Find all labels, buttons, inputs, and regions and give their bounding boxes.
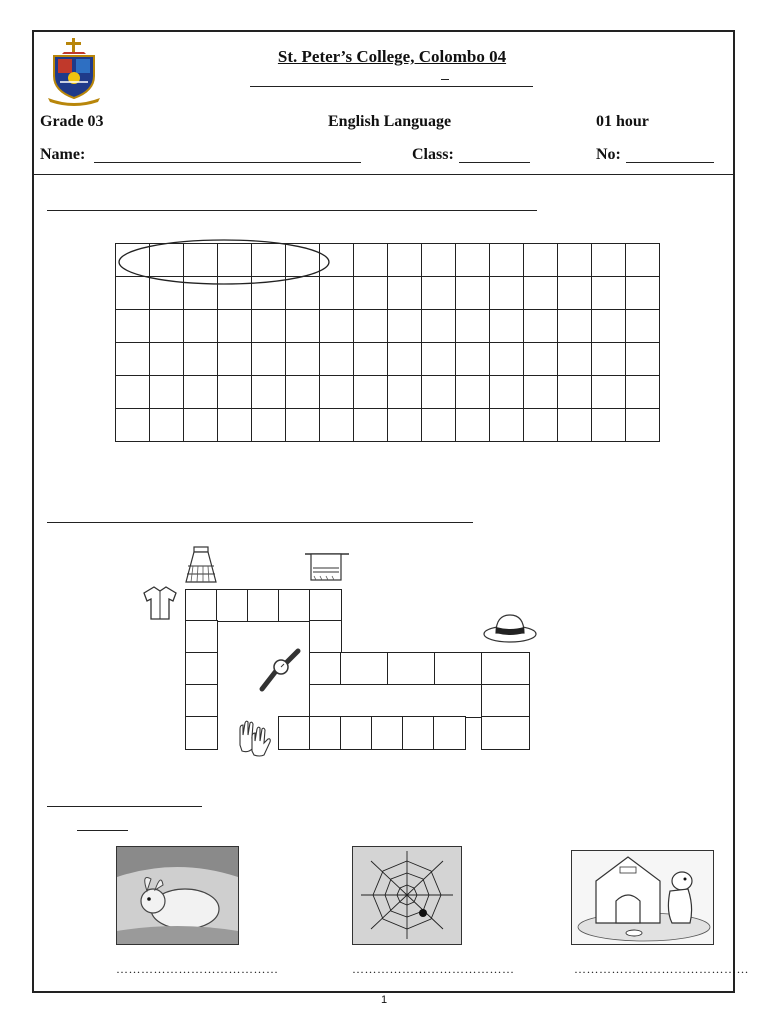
- grid-cell[interactable]: [558, 409, 592, 442]
- crossword-cell[interactable]: [278, 589, 311, 622]
- grid-cell[interactable]: [354, 409, 388, 442]
- crossword-cell[interactable]: [402, 716, 435, 750]
- grid-cell[interactable]: [524, 409, 558, 442]
- grid-cell[interactable]: [626, 310, 660, 343]
- name-label: Name:: [40, 146, 86, 163]
- crossword-cell[interactable]: [185, 716, 218, 750]
- crossword-cell[interactable]: [340, 716, 373, 750]
- grid-cell[interactable]: [150, 409, 184, 442]
- grid-cell[interactable]: [456, 376, 490, 409]
- title-dash: [441, 79, 449, 80]
- subject-label: English Language: [328, 113, 452, 130]
- grid-cell[interactable]: [116, 376, 150, 409]
- number-field[interactable]: [626, 162, 714, 163]
- rabbit-picture: [116, 846, 239, 945]
- grid-cell[interactable]: [184, 376, 218, 409]
- grid-cell[interactable]: [524, 310, 558, 343]
- rabbit-answer-blank[interactable]: …………………………………: [116, 962, 279, 976]
- crossword-cell[interactable]: [185, 620, 218, 654]
- grid-cell[interactable]: [116, 409, 150, 442]
- grid-cell[interactable]: [388, 409, 422, 442]
- duration-label: 01 hour: [596, 113, 649, 130]
- crossword-cell[interactable]: [185, 684, 218, 718]
- school-name: St. Peter’s College, Colombo 04: [277, 47, 507, 66]
- grid-cell[interactable]: [286, 376, 320, 409]
- grid-cell[interactable]: [592, 310, 626, 343]
- grid-cell[interactable]: [626, 376, 660, 409]
- grid-cell[interactable]: [490, 277, 524, 310]
- dog-kennel-picture: [571, 850, 714, 945]
- crossword-cell[interactable]: [278, 716, 311, 750]
- grid-cell[interactable]: [354, 343, 388, 376]
- grid-cell[interactable]: [354, 376, 388, 409]
- grid-cell[interactable]: [490, 409, 524, 442]
- spider-web-picture: [352, 846, 462, 945]
- crossword-cell[interactable]: [309, 684, 342, 718]
- crossword-cell[interactable]: [481, 716, 530, 750]
- grade-label: Grade 03: [40, 113, 104, 130]
- grid-cell[interactable]: [388, 376, 422, 409]
- grid-cell[interactable]: [524, 343, 558, 376]
- grid-cell[interactable]: [320, 409, 354, 442]
- crossword-cell[interactable]: [340, 684, 483, 718]
- grid-cell[interactable]: [524, 376, 558, 409]
- grid-cell[interactable]: [524, 277, 558, 310]
- grid-cell[interactable]: [354, 310, 388, 343]
- hat-icon: [482, 609, 538, 645]
- grid-cell[interactable]: [592, 244, 626, 277]
- grid-cell[interactable]: [626, 277, 660, 310]
- crossword-cell[interactable]: [309, 589, 342, 622]
- grid-cell[interactable]: [490, 244, 524, 277]
- crossword-cell[interactable]: [309, 620, 342, 654]
- crossword-cell[interactable]: [434, 652, 483, 686]
- grid-cell[interactable]: [456, 277, 490, 310]
- grid-cell[interactable]: [626, 244, 660, 277]
- grid-cell[interactable]: [558, 277, 592, 310]
- watch-icon: [258, 647, 302, 695]
- grid-cell[interactable]: [422, 310, 456, 343]
- grid-cell[interactable]: [252, 343, 286, 376]
- crossword-cell[interactable]: [216, 589, 249, 622]
- grid-cell[interactable]: [320, 376, 354, 409]
- crossword-cell[interactable]: [340, 652, 389, 686]
- grid-row: [116, 376, 660, 409]
- grid-cell[interactable]: [422, 343, 456, 376]
- grid-cell[interactable]: [558, 310, 592, 343]
- grid-cell[interactable]: [150, 343, 184, 376]
- crossword-cell[interactable]: [387, 652, 436, 686]
- grid-cell[interactable]: [456, 409, 490, 442]
- crossword-cell[interactable]: [185, 652, 218, 686]
- grid-cell[interactable]: [252, 310, 286, 343]
- grid-cell[interactable]: [558, 244, 592, 277]
- grid-cell[interactable]: [150, 310, 184, 343]
- grid-cell[interactable]: [252, 376, 286, 409]
- grid-cell[interactable]: [184, 409, 218, 442]
- activity2-instruction-line: [47, 522, 473, 523]
- grid-cell[interactable]: [116, 343, 150, 376]
- crossword-cell[interactable]: [371, 716, 404, 750]
- grid-row: [116, 409, 660, 442]
- grid-cell[interactable]: [456, 343, 490, 376]
- page-number: 1: [380, 994, 388, 1006]
- crossword-cell[interactable]: [185, 589, 218, 622]
- class-field[interactable]: [459, 162, 530, 163]
- grid-cell[interactable]: [116, 310, 150, 343]
- grid-cell[interactable]: [388, 310, 422, 343]
- grid-cell[interactable]: [490, 376, 524, 409]
- grid-cell[interactable]: [592, 376, 626, 409]
- towel-icon: [302, 546, 352, 584]
- grid-cell[interactable]: [524, 244, 558, 277]
- grid-cell[interactable]: [218, 310, 252, 343]
- grid-cell[interactable]: [592, 343, 626, 376]
- grid-cell[interactable]: [592, 277, 626, 310]
- grid-cell[interactable]: [184, 343, 218, 376]
- rabbit-icon: [117, 847, 238, 944]
- crossword-cell[interactable]: [481, 684, 530, 718]
- crossword-cell[interactable]: [481, 652, 530, 686]
- activity3-heading-line: [47, 806, 202, 807]
- spider-web-icon: [353, 847, 461, 944]
- grid-cell[interactable]: [558, 376, 592, 409]
- title-underline: [250, 86, 533, 87]
- grid-cell[interactable]: [456, 310, 490, 343]
- grid-cell[interactable]: [490, 343, 524, 376]
- spider-web-answer-blank[interactable]: …………………………………: [352, 962, 515, 976]
- grid-cell[interactable]: [252, 409, 286, 442]
- grid-cell[interactable]: [456, 244, 490, 277]
- grid-cell[interactable]: [320, 310, 354, 343]
- grid-cell[interactable]: [286, 409, 320, 442]
- grid-cell[interactable]: [422, 409, 456, 442]
- gloves-icon: [234, 715, 276, 757]
- name-field[interactable]: [94, 162, 361, 163]
- grid-cell[interactable]: [388, 244, 422, 277]
- grid-cell[interactable]: [286, 310, 320, 343]
- number-label: No:: [596, 146, 621, 163]
- activity1-instruction-line: [47, 210, 537, 211]
- grid-cell[interactable]: [422, 376, 456, 409]
- header-separator: [32, 174, 735, 175]
- grid-cell[interactable]: [592, 409, 626, 442]
- class-label: Class:: [412, 146, 454, 163]
- crossword-cell[interactable]: [247, 589, 280, 622]
- grid-cell[interactable]: [354, 244, 388, 277]
- grid-cell[interactable]: [184, 310, 218, 343]
- example-word-oval: [116, 236, 332, 290]
- crossword-cell[interactable]: [433, 716, 466, 750]
- grid-cell[interactable]: [320, 343, 354, 376]
- shirt-icon: [140, 583, 180, 623]
- grid-cell[interactable]: [218, 343, 252, 376]
- grid-cell[interactable]: [422, 244, 456, 277]
- dog-kennel-icon: [572, 851, 713, 944]
- grid-cell[interactable]: [626, 343, 660, 376]
- grid-cell[interactable]: [388, 277, 422, 310]
- grid-cell[interactable]: [490, 310, 524, 343]
- grid-cell[interactable]: [286, 343, 320, 376]
- grid-cell[interactable]: [388, 343, 422, 376]
- grid-cell[interactable]: [354, 277, 388, 310]
- grid-cell[interactable]: [150, 376, 184, 409]
- dog-kennel-answer-blank[interactable]: ……………………………………: [574, 962, 749, 976]
- grid-cell[interactable]: [218, 376, 252, 409]
- crossword-cell[interactable]: [309, 652, 342, 686]
- grid-cell[interactable]: [218, 409, 252, 442]
- crossword-cell[interactable]: [309, 716, 342, 750]
- grid-cell[interactable]: [558, 343, 592, 376]
- activity3-subheading-line: [77, 830, 128, 831]
- grid-cell[interactable]: [626, 409, 660, 442]
- grid-cell[interactable]: [422, 277, 456, 310]
- skirt-icon: [183, 544, 219, 586]
- grid-row: [116, 343, 660, 376]
- grid-row: [116, 310, 660, 343]
